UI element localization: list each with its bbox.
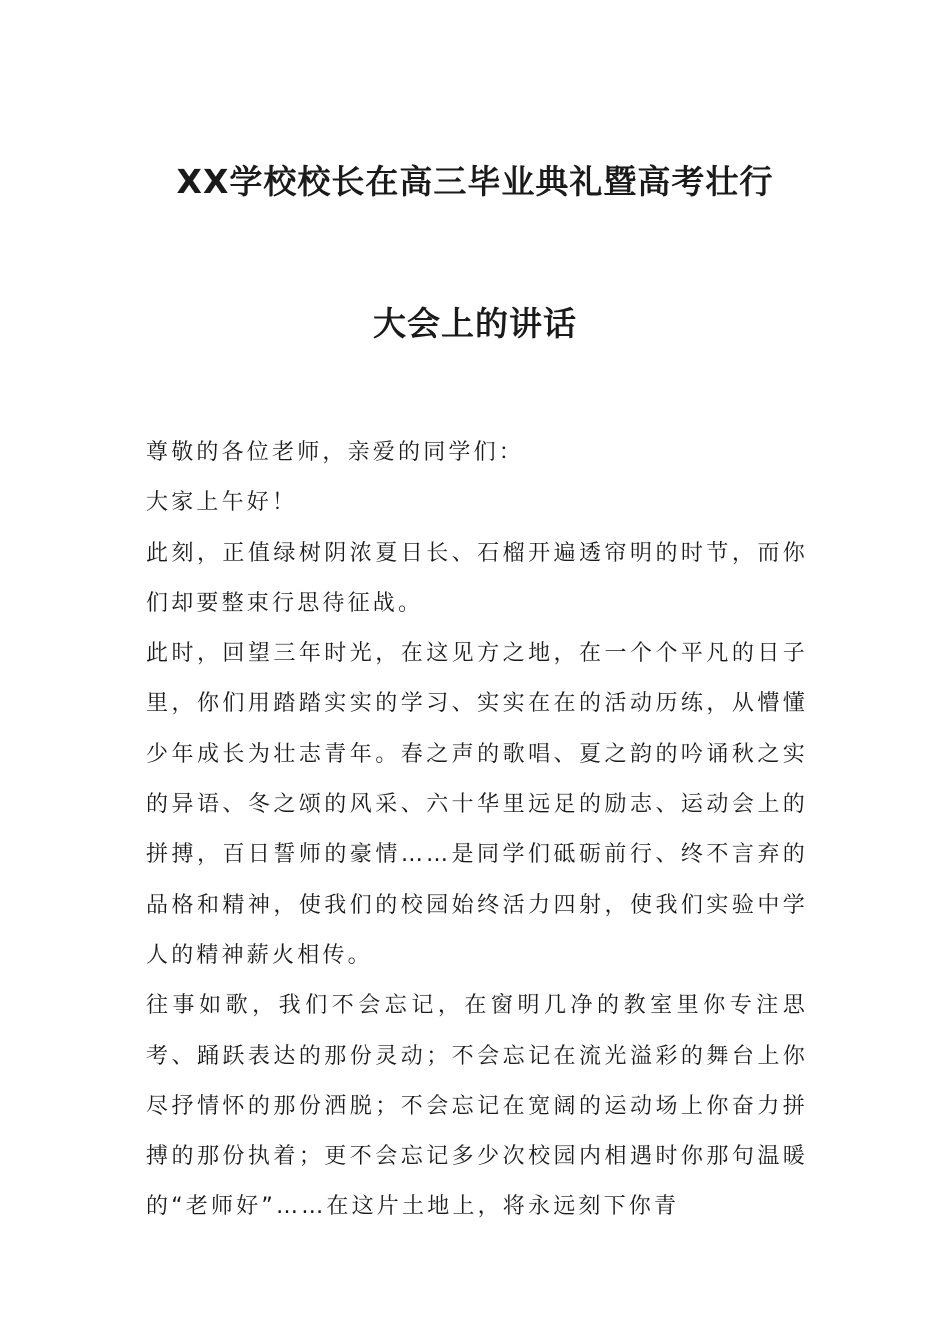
body-paragraph: 此刻，正值绿树阴浓夏日长、石榴开遍透帘明的时节，而你们却要整束行思待征战。	[146, 540, 808, 616]
body-paragraph: 此时，回望三年时光，在这见方之地，在一个个平凡的日子里，你们用踏踏实实的学习、实实在在的活动历练，从懵懂少年成长为壮志青年。春之声的歌唱、夏之韵的吟诵秋之实的异语、冬之颂的风采、六十华里远足的励志、运动会上的拼搏，百日誓师的豪情……是同学们砥砺前行、终不言弃的品格和精神，使我们的校园始终活力四射，使我们实验中学人的精神薪火相传。	[146, 641, 808, 968]
document-body	[146, 428, 808, 1233]
greeting-paragraph: 大家上午好！	[146, 490, 298, 516]
body-paragraph: 往事如歌，我们不会忘记，在窗明几净的教室里你专注思考、踊跃表达的那份灵动；不会忘记在流光溢彩的舞台上你尽抒情怀的那份洒脱；不会忘记在宽阔的运动场上你奋力拼搏的那份执着；更不会忘记多少次校园内相遇时你那句温暖的“老师好”……在这片土地上，将永远刻下你青	[146, 993, 808, 1220]
salutation-paragraph: 尊敬的各位老师，亲爱的同学们：	[146, 440, 525, 465]
document-title-line-2: 大会上的讲话	[373, 304, 577, 343]
document-title-line-1: XX学校校长在高三毕业典礼暨高考壮行	[176, 162, 774, 201]
